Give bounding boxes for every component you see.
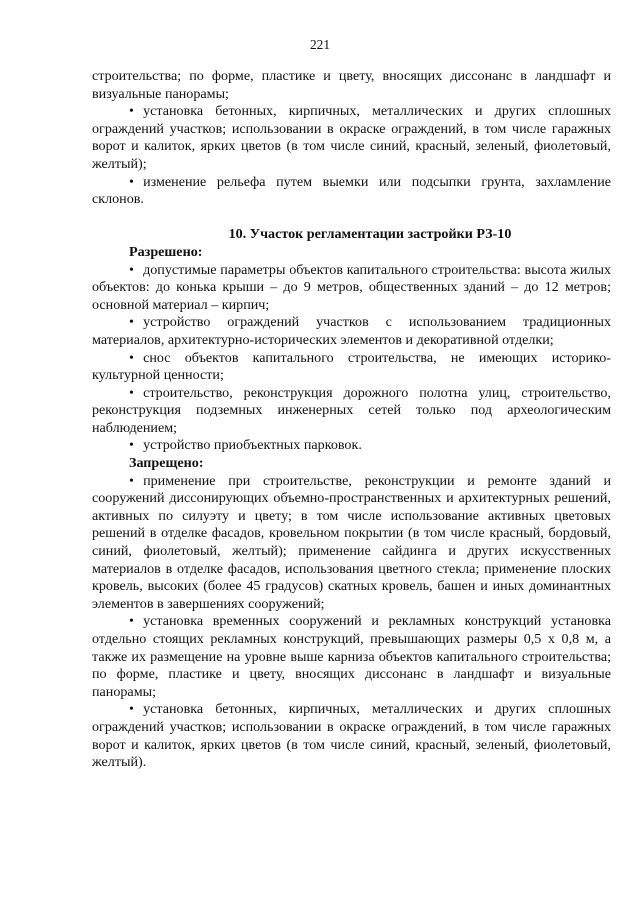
bullet-icon: • <box>129 261 134 278</box>
bullet-icon: • <box>129 384 134 401</box>
list-item <box>92 350 611 385</box>
bullet-icon: • <box>129 103 134 120</box>
list-item-text: устройство приобъектных парковок. <box>143 437 362 454</box>
bullet-icon: • <box>129 613 134 630</box>
list-item-text: строительство, реконструкция дорожного полотна улиц, строительство, реконструкция подземных инженерных сетей только под археологическим наблюдением; <box>92 384 611 436</box>
section-heading: 10. Участок регламентации застройки РЗ-10 <box>228 226 512 243</box>
page-number: 221 <box>309 37 331 52</box>
list-item-text: применение при строительстве, реконструкции и ремонте зданий и сооружений диссонирующих объемно-пространственных и архитектурных решений, активных по силуэту и цвету; в том числе использование активных цветовых решений в отделке фасадов, кровельном покрытии (в том числе красный, бордовый, синий, фиолетовый, желтый); применение сайдинга и других искусственных материалов в отделке фасадов, использования цветного стекла; применение плоских кровель, высоких (более 45 градусов) скатных кровель, башен и иных доминантных элементов в завершениях сооружений; <box>92 472 611 612</box>
list-item <box>92 262 611 315</box>
list-item <box>92 103 611 173</box>
bullet-icon: • <box>129 314 134 331</box>
forbidden-heading: Запрещено: <box>129 455 204 472</box>
allowed-heading: Разрешено: <box>129 243 203 260</box>
list-item-text: изменение рельефа путем выемки или подсыпки грунта, захламление склонов. <box>92 173 611 208</box>
list-item-text: устройство ограждений участков с использованием традиционных материалов, архитектурно-исторических элементов и декоративной отделки; <box>92 314 611 348</box>
list-item-text: снос объектов капитального строительства, не имеющих историко-культурной ценности; <box>92 349 611 384</box>
list-item <box>92 385 611 438</box>
list-item-text: установка бетонных, кирпичных, металлических и других сплошных ограждений участков; использовании в окраске ограждений, в том числе гаражных ворот и калиток, ярких цветов (в том числе синий, красный, зеленый, фиолетовый, желтый). <box>92 701 611 771</box>
list-item <box>92 174 611 209</box>
bullet-icon: • <box>129 437 134 454</box>
bullet-icon: • <box>129 173 134 190</box>
list-item-text: установка временных сооружений и рекламных конструкций установка отдельно стоящих рекламных конструкций, превышающих размеры 0,5 х 0,8 м, а также их размещение на уровне выше карниза объектов капитального строительства; по форме, пластике и цвету, вносящих диссонанс в ландшафт и визуальные панорамы; <box>92 613 611 700</box>
list-item-text: допустимые параметры объектов капитального строительства: высота жилых объектов: до конька крыши – до 9 метров, общественных зданий – до 12 метров; основной материал – кирпич; <box>92 261 611 313</box>
bullet-icon: • <box>129 701 134 718</box>
section-spacer <box>92 209 611 227</box>
document-body <box>92 68 611 772</box>
continuation-paragraph: строительства; по форме, пластике и цвету, вносящих диссонанс в ландшафт и визуальные панорамы; <box>92 68 611 102</box>
list-item-text: установка бетонных, кирпичных, металлических и других сплошных ограждений участков; использовании в окраске ограждений, в том числе гаражных ворот и калиток, ярких цветов (в том числе синий, красный, зеленый, фиолетовый, желтый); <box>92 103 611 172</box>
list-item <box>92 437 611 455</box>
list-item <box>92 613 611 701</box>
list-item <box>92 701 611 771</box>
bullet-icon: • <box>129 349 134 366</box>
list-item <box>92 314 611 349</box>
bullet-icon: • <box>129 472 134 489</box>
list-item <box>92 473 611 614</box>
